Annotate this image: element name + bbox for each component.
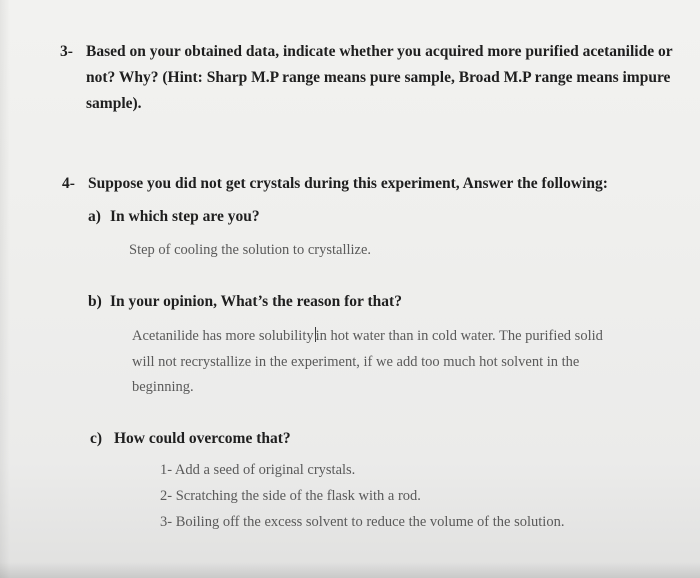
part-b-question: In your opinion, What’s the reason for that? bbox=[110, 293, 402, 310]
part-c-answer-item-3: 3- Boiling off the excess solvent to reduce the volume of the solution. bbox=[160, 514, 565, 530]
question-4-number: 4- bbox=[62, 175, 75, 192]
question-4-prompt: Suppose you did not get crystals during this experiment, Answer the following: bbox=[88, 175, 608, 192]
part-c-question: How could overcome that? bbox=[114, 430, 291, 447]
part-c-answer-item-1: 1- Add a seed of original crystals. bbox=[160, 462, 356, 478]
part-c-answer-item-2: 2- Scratching the side of the flask with a rod. bbox=[160, 488, 421, 504]
question-3-number: 3- bbox=[60, 43, 73, 60]
part-b-answer-line-1 bbox=[132, 326, 603, 346]
part-a-label: a) bbox=[88, 208, 101, 225]
part-b-answer-line-3: beginning. bbox=[132, 379, 194, 395]
page-bottom-shadow bbox=[0, 562, 700, 578]
question-3-line-3: sample). bbox=[86, 95, 142, 112]
part-b-answer-line-1-end: in hot water than in cold water. The purified solid bbox=[315, 328, 603, 344]
part-a-question: In which step are you? bbox=[110, 208, 260, 225]
part-b-answer-line-1-start: Acetanilide has more solubility bbox=[132, 328, 314, 344]
part-b-label: b) bbox=[88, 293, 102, 310]
question-3-line-2: not? Why? (Hint: Sharp M.P range means pure sample, Broad M.P range means impure bbox=[86, 69, 671, 86]
page-edge-shadow bbox=[0, 0, 10, 578]
question-3-line-1: Based on your obtained data, indicate whether you acquired more purified acetanilide or bbox=[86, 43, 673, 60]
part-b-answer-line-2: will not recrystallize in the experiment, if we add too much hot solvent in the bbox=[132, 354, 580, 370]
part-a-answer: Step of cooling the solution to crystallize. bbox=[129, 242, 372, 258]
part-c-label: c) bbox=[90, 430, 103, 447]
